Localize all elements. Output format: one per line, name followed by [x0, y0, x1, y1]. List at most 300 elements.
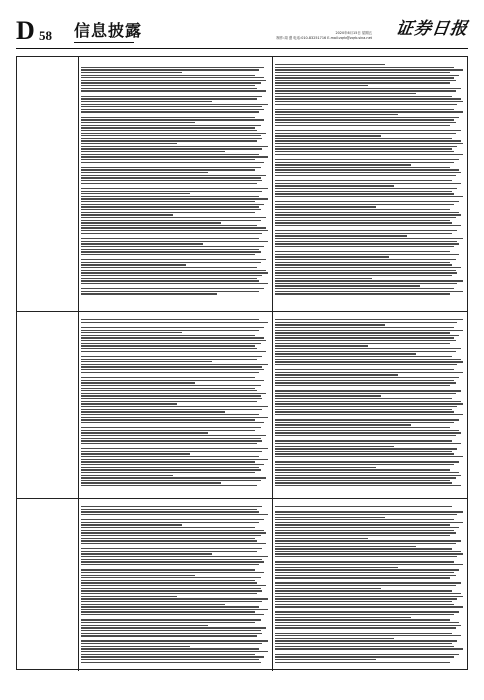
text-line	[81, 209, 261, 210]
text-line	[275, 564, 463, 565]
text-line	[275, 611, 459, 612]
text-line	[81, 601, 262, 602]
text-line	[81, 98, 257, 99]
text-line	[275, 241, 457, 242]
masthead	[16, 18, 468, 46]
text-line	[275, 659, 376, 660]
editor-contact: 制作:周 澄 电话:010-83251716 E-mail:zqrb@zqrb.sina.net	[276, 36, 372, 40]
text-line	[275, 517, 385, 518]
text-line	[275, 230, 457, 231]
text-line	[81, 543, 266, 544]
text-line	[275, 662, 450, 663]
text-line	[81, 414, 259, 415]
text-line	[81, 519, 264, 520]
text-line	[275, 406, 457, 407]
text-line	[275, 191, 452, 192]
text-line	[81, 582, 257, 583]
text-line	[81, 264, 186, 265]
text-line	[275, 93, 416, 94]
text-line	[81, 122, 195, 123]
text-line	[275, 409, 452, 410]
text-line	[81, 243, 203, 244]
text-line	[275, 169, 459, 170]
text-line	[81, 262, 261, 263]
text-line	[275, 340, 456, 341]
text-line	[275, 235, 407, 236]
text-line	[81, 527, 255, 528]
text-line	[81, 337, 264, 338]
text-line	[81, 432, 208, 433]
text-line	[275, 283, 457, 284]
text-line	[81, 593, 257, 594]
text-line	[81, 390, 257, 391]
text-line	[275, 243, 459, 244]
text-line	[275, 353, 416, 354]
text-line	[275, 280, 463, 281]
text-line	[275, 598, 457, 599]
text-line	[81, 606, 259, 607]
text-line	[81, 511, 259, 512]
text-line	[81, 482, 221, 483]
text-line	[275, 332, 450, 333]
text-line	[81, 143, 177, 144]
text-line	[81, 535, 261, 536]
text-line	[81, 82, 261, 83]
text-line	[81, 380, 264, 381]
text-line	[275, 85, 368, 86]
text-line	[275, 443, 461, 444]
text-line	[275, 196, 463, 197]
text-line	[81, 598, 268, 599]
text-line	[275, 398, 452, 399]
text-line	[81, 564, 259, 565]
text-line	[81, 217, 266, 218]
dense-text-block	[275, 506, 465, 669]
text-line	[275, 285, 420, 286]
text-line	[81, 622, 255, 623]
text-line	[275, 588, 381, 589]
text-line	[81, 417, 268, 418]
text-line	[275, 635, 461, 636]
text-line	[81, 138, 262, 139]
text-line	[81, 633, 262, 634]
text-line	[275, 440, 452, 441]
text-line	[81, 646, 190, 647]
text-line	[275, 343, 450, 344]
text-line	[81, 659, 259, 660]
text-line	[81, 343, 261, 344]
text-line	[275, 246, 454, 247]
text-line	[275, 511, 463, 512]
text-line	[81, 651, 268, 652]
text-line	[81, 77, 264, 78]
text-line	[275, 337, 454, 338]
text-line	[275, 80, 456, 81]
text-line	[275, 225, 461, 226]
text-line	[275, 335, 459, 336]
text-line	[81, 162, 264, 163]
text-line	[275, 538, 368, 539]
text-line	[275, 254, 459, 255]
text-line	[81, 204, 264, 205]
text-line	[275, 278, 372, 279]
text-line	[81, 627, 266, 628]
text-line	[275, 411, 454, 412]
text-line	[275, 546, 416, 547]
text-line	[275, 553, 463, 554]
text-line	[275, 446, 394, 447]
text-line	[275, 183, 461, 184]
text-line	[275, 561, 454, 562]
text-line	[81, 106, 262, 107]
text-line	[81, 351, 266, 352]
text-line	[275, 619, 450, 620]
text-line	[81, 201, 255, 202]
text-line	[275, 522, 463, 523]
text-line	[81, 393, 266, 394]
text-line	[81, 506, 262, 507]
text-line	[275, 140, 461, 141]
text-line	[81, 580, 255, 581]
text-line	[275, 456, 463, 457]
text-line	[81, 625, 208, 626]
text-line	[81, 443, 257, 444]
text-line	[275, 361, 463, 362]
text-line	[275, 369, 454, 370]
text-line	[275, 172, 461, 173]
text-line	[275, 154, 463, 155]
text-line	[81, 648, 259, 649]
text-line	[275, 467, 376, 468]
page-number: 58	[39, 28, 52, 43]
text-line	[275, 593, 461, 594]
text-line	[81, 151, 225, 152]
text-line	[275, 485, 461, 486]
text-line	[81, 440, 262, 441]
header-rule	[16, 48, 468, 49]
text-line	[81, 130, 257, 131]
text-line	[275, 524, 450, 525]
text-line	[275, 262, 450, 263]
text-line	[81, 438, 261, 439]
text-line	[81, 572, 264, 573]
text-line	[81, 514, 268, 515]
text-line	[81, 109, 264, 110]
text-line	[275, 469, 450, 470]
text-line	[275, 164, 411, 165]
text-line	[81, 467, 259, 468]
text-line	[275, 551, 461, 552]
text-line	[275, 67, 454, 68]
original-text-cell	[79, 312, 273, 498]
text-line	[275, 633, 452, 634]
text-line	[81, 538, 255, 539]
text-line	[275, 477, 456, 478]
text-line	[81, 146, 268, 147]
text-line	[81, 214, 173, 215]
text-line	[275, 288, 454, 289]
text-line	[275, 390, 461, 391]
text-line	[81, 485, 257, 486]
text-line	[81, 630, 261, 631]
text-line	[81, 227, 266, 228]
text-line	[81, 366, 262, 367]
text-line	[81, 345, 255, 346]
text-line	[81, 401, 257, 402]
revised-text-cell	[273, 57, 467, 311]
text-line	[275, 324, 385, 325]
text-line	[275, 214, 461, 215]
text-line	[275, 393, 456, 394]
text-line	[275, 567, 398, 568]
text-line	[275, 130, 461, 131]
text-line	[275, 238, 463, 239]
text-line	[275, 114, 398, 115]
text-line	[275, 614, 454, 615]
text-line	[275, 475, 461, 476]
text-line	[81, 101, 212, 102]
text-line	[81, 88, 257, 89]
text-line	[81, 188, 268, 189]
text-line	[81, 319, 259, 320]
dense-text-block	[275, 319, 465, 496]
text-line	[275, 640, 457, 641]
text-line	[275, 377, 459, 378]
text-line	[81, 656, 264, 657]
text-line	[81, 604, 225, 605]
text-line	[81, 180, 262, 181]
dense-text-block	[81, 319, 270, 496]
text-line	[275, 575, 456, 576]
text-line	[81, 283, 268, 284]
text-line	[275, 77, 454, 78]
text-line	[275, 125, 450, 126]
text-line	[81, 453, 190, 454]
text-line	[81, 524, 182, 525]
text-line	[275, 96, 452, 97]
text-line	[81, 464, 264, 465]
row-label-cell	[17, 499, 79, 671]
text-line	[275, 427, 450, 428]
text-line	[275, 327, 454, 328]
text-line	[81, 530, 264, 531]
text-line	[275, 90, 456, 91]
text-line	[81, 125, 261, 126]
text-line	[81, 361, 212, 362]
revised-text-cell	[273, 499, 467, 671]
text-line	[275, 627, 456, 628]
text-line	[275, 220, 450, 221]
text-line	[275, 135, 381, 136]
text-line	[275, 572, 454, 573]
text-line	[275, 606, 463, 607]
text-line	[81, 196, 259, 197]
text-line	[275, 424, 411, 425]
text-line	[81, 403, 177, 404]
text-line	[81, 469, 261, 470]
text-line	[275, 422, 454, 423]
text-line	[275, 432, 461, 433]
text-line	[81, 238, 259, 239]
text-line	[81, 172, 208, 173]
text-line	[275, 64, 385, 65]
text-line	[275, 482, 452, 483]
text-line	[81, 119, 264, 120]
text-line	[81, 532, 266, 533]
dense-text-block	[81, 64, 270, 309]
text-line	[275, 448, 457, 449]
text-line	[275, 453, 454, 454]
text-line	[81, 293, 217, 294]
text-line	[81, 85, 255, 86]
text-line	[275, 556, 457, 557]
text-line	[275, 98, 461, 99]
newspaper-logo: 证券日报	[394, 19, 470, 39]
text-line	[81, 69, 259, 70]
text-line	[275, 204, 454, 205]
text-line	[275, 209, 450, 210]
text-line	[275, 380, 454, 381]
text-line	[81, 148, 262, 149]
text-line	[81, 330, 259, 331]
dense-text-block	[81, 506, 270, 669]
text-line	[81, 385, 261, 386]
text-line	[81, 322, 268, 323]
text-line	[81, 154, 259, 155]
text-line	[275, 430, 459, 431]
text-line	[81, 551, 257, 552]
text-line	[275, 604, 454, 605]
text-line	[81, 522, 259, 523]
text-line	[81, 364, 268, 365]
text-line	[81, 427, 261, 428]
text-line	[81, 588, 261, 589]
text-line	[275, 270, 456, 271]
text-line	[81, 640, 268, 641]
section-title: 信息披露	[74, 21, 143, 40]
text-line	[275, 167, 450, 168]
text-line	[81, 395, 261, 396]
text-line	[81, 406, 268, 407]
text-line	[275, 385, 450, 386]
text-line	[275, 264, 452, 265]
text-line	[81, 246, 264, 247]
text-line	[275, 403, 463, 404]
text-line	[81, 72, 182, 73]
text-line	[275, 654, 459, 655]
text-line	[275, 480, 450, 481]
text-line	[81, 254, 255, 255]
text-line	[81, 104, 268, 105]
text-line	[275, 256, 389, 257]
text-line	[81, 233, 262, 234]
text-line	[275, 119, 454, 120]
text-line	[81, 569, 255, 570]
revised-text-cell	[273, 312, 467, 498]
text-line	[81, 251, 261, 252]
text-line	[275, 109, 454, 110]
text-line	[81, 230, 268, 231]
text-line	[81, 288, 264, 289]
text-line	[81, 159, 255, 160]
text-line	[275, 319, 463, 320]
text-line	[275, 548, 452, 549]
text-line	[81, 461, 255, 462]
text-line	[81, 225, 257, 226]
text-line	[275, 275, 452, 276]
text-line	[275, 648, 463, 649]
text-line	[81, 480, 261, 481]
text-line	[275, 259, 456, 260]
text-line	[81, 259, 266, 260]
text-line	[275, 646, 454, 647]
text-line	[275, 519, 454, 520]
text-line	[81, 411, 225, 412]
text-line	[275, 451, 452, 452]
text-line	[275, 345, 368, 346]
text-line	[275, 272, 457, 273]
text-line	[275, 185, 394, 186]
text-line	[275, 293, 450, 294]
text-line	[81, 585, 266, 586]
table-row	[17, 498, 467, 671]
text-line	[81, 67, 264, 68]
text-line	[81, 117, 255, 118]
text-line	[275, 251, 450, 252]
text-line	[275, 582, 461, 583]
text-line	[275, 146, 457, 147]
text-line	[275, 233, 452, 234]
text-line	[81, 80, 266, 81]
text-line	[81, 561, 264, 562]
text-line	[81, 654, 255, 655]
text-line	[81, 267, 257, 268]
text-line	[275, 535, 450, 536]
text-line	[81, 398, 262, 399]
text-line	[81, 177, 261, 178]
text-line	[81, 372, 259, 373]
text-line	[275, 291, 463, 292]
text-line	[81, 280, 259, 281]
text-line	[81, 169, 255, 170]
text-line	[81, 540, 257, 541]
text-line	[275, 532, 456, 533]
text-line	[275, 656, 454, 657]
text-line	[81, 270, 266, 271]
text-line	[275, 374, 398, 375]
text-line	[275, 175, 456, 176]
text-line	[275, 577, 450, 578]
table-row	[17, 57, 467, 311]
text-line	[81, 419, 255, 420]
text-line	[81, 335, 255, 336]
disclosure-table	[16, 56, 468, 670]
text-line	[81, 278, 257, 279]
text-line	[81, 662, 261, 663]
text-line	[275, 601, 452, 602]
text-line	[81, 596, 177, 597]
text-line	[81, 609, 268, 610]
text-line	[81, 356, 262, 357]
text-line	[275, 217, 456, 218]
text-line	[275, 330, 463, 331]
text-line	[275, 414, 463, 415]
text-line	[275, 201, 459, 202]
text-line	[81, 369, 264, 370]
title-underline	[74, 42, 134, 43]
text-line	[275, 82, 450, 83]
table-row	[17, 311, 467, 498]
